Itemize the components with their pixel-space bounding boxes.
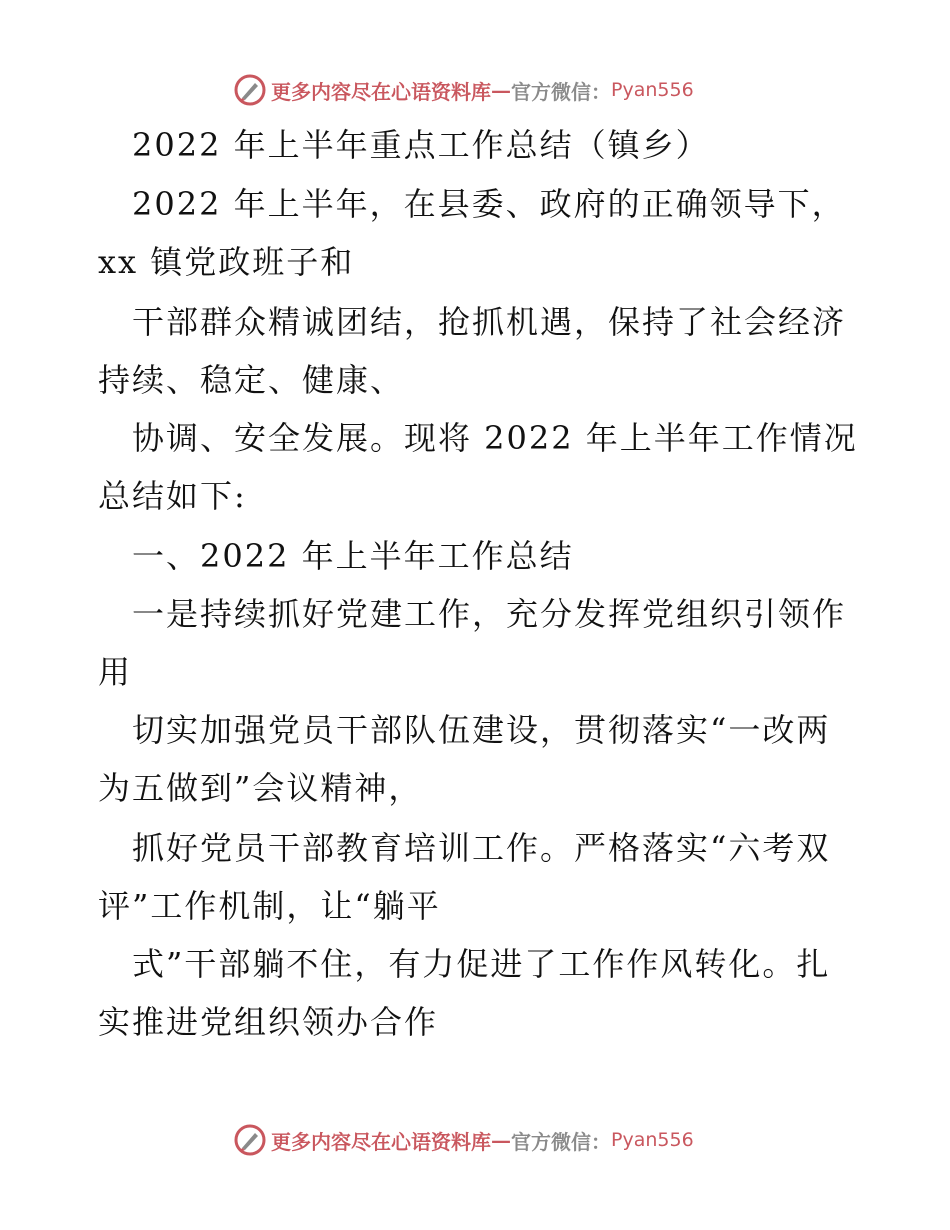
paragraph-line: 实推进党组织领办合作	[98, 1003, 439, 1041]
paragraph-line: xx 镇党政班子和	[98, 243, 355, 281]
paragraph-line: 用	[98, 653, 133, 691]
section-heading: 一、2022 年上半年工作总结	[98, 537, 574, 575]
watermark-wechat-id: Pyan556	[611, 1129, 694, 1151]
document-title: 2022 年上半年重点工作总结（镇乡）	[98, 126, 710, 164]
watermark-wechat-label: 官方微信：	[511, 1129, 611, 1154]
paragraph-line: 协调、安全发展。现将 2022 年上半年工作情况	[98, 419, 858, 457]
pen-logo-icon	[233, 73, 267, 107]
watermark-dash: —	[491, 1128, 511, 1152]
watermark-main-text: 更多内容尽在心语资料库	[271, 79, 491, 104]
paragraph-line: 持续、稳定、健康、	[98, 361, 405, 399]
paragraph-line: 评”工作机制，让“躺平	[98, 887, 441, 925]
paragraph-line: 总结如下:	[98, 477, 247, 515]
paragraph-line: 切实加强党员干部队伍建设，贯彻落实“一改两	[98, 711, 831, 749]
paragraph-line: 式”干部躺不住，有力促进了工作作风转化。扎	[98, 945, 831, 983]
paragraph-line: 2022 年上半年，在县委、政府的正确领导下，	[98, 185, 846, 223]
paragraph-line: 为五做到”会议精神，	[98, 769, 423, 807]
header-watermark	[233, 73, 694, 107]
paragraph-line: 抓好党员干部教育培训工作。严格落实“六考双	[98, 829, 831, 867]
paragraph-line: 一是持续抓好党建工作，充分发挥党组织引领作	[98, 595, 847, 633]
watermark-dash: —	[491, 78, 511, 102]
watermark-wechat-id: Pyan556	[611, 79, 694, 101]
paragraph-line: 干部群众精诚团结，抢抓机遇，保持了社会经济	[98, 303, 847, 341]
watermark-wechat-label: 官方微信：	[511, 79, 611, 104]
watermark-main-text: 更多内容尽在心语资料库	[271, 1129, 491, 1154]
footer-watermark	[233, 1123, 694, 1157]
pen-logo-icon	[233, 1123, 267, 1157]
